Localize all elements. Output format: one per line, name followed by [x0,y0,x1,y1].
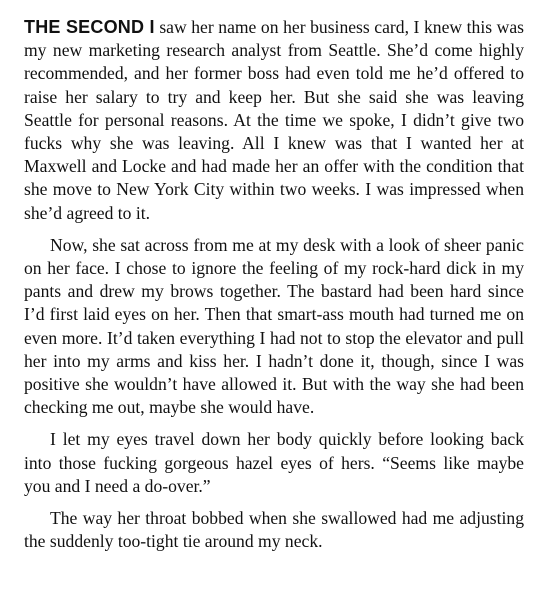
paragraph-1-text: saw her name on her business card, I knew this was my new marketing research analyst from Seattle. She’d come highly recommended, and her former boss had even told me he’d offered to raise her salary to try and keep her. But she said she was leaving Seattle for personal reasons. At the time we spoke, I didn’t give two fucks why she was leaving. All I knew was that I wanted her at Maxwell and Locke and had made her an offer with the condition that she move to New York City within two weeks. I was impressed when she’d agreed to it. [24,17,524,223]
paragraph-3: I let my eyes travel down her body quickly before looking back into those fucking gorgeous hazel eyes of hers. “Seems like maybe you and I need a do-over.” [24,429,524,496]
paragraph-2: Now, she sat across from me at my desk with a look of sheer panic on her face. I chose to ignore the feeling of my rock-hard dick in my pants and drew my brows together. The bastard had been hard since I’d first laid eyes on her. Then that smart-ass mouth had turned me on even more. It’d taken everything I had not to stop the elevator and pull her into my arms and kiss her. I hadn’t done it, though, since I was positive she wouldn’t have allowed it. But with the way she had been checking me out, maybe she would have. [24,234,524,418]
chapter-lead-in: THE SECOND I [24,17,155,37]
paragraph-4: The way her throat bobbed when she swallowed had me adjusting the suddenly too-tight tie around my neck. [24,508,524,552]
paragraph-1 [24,16,524,225]
